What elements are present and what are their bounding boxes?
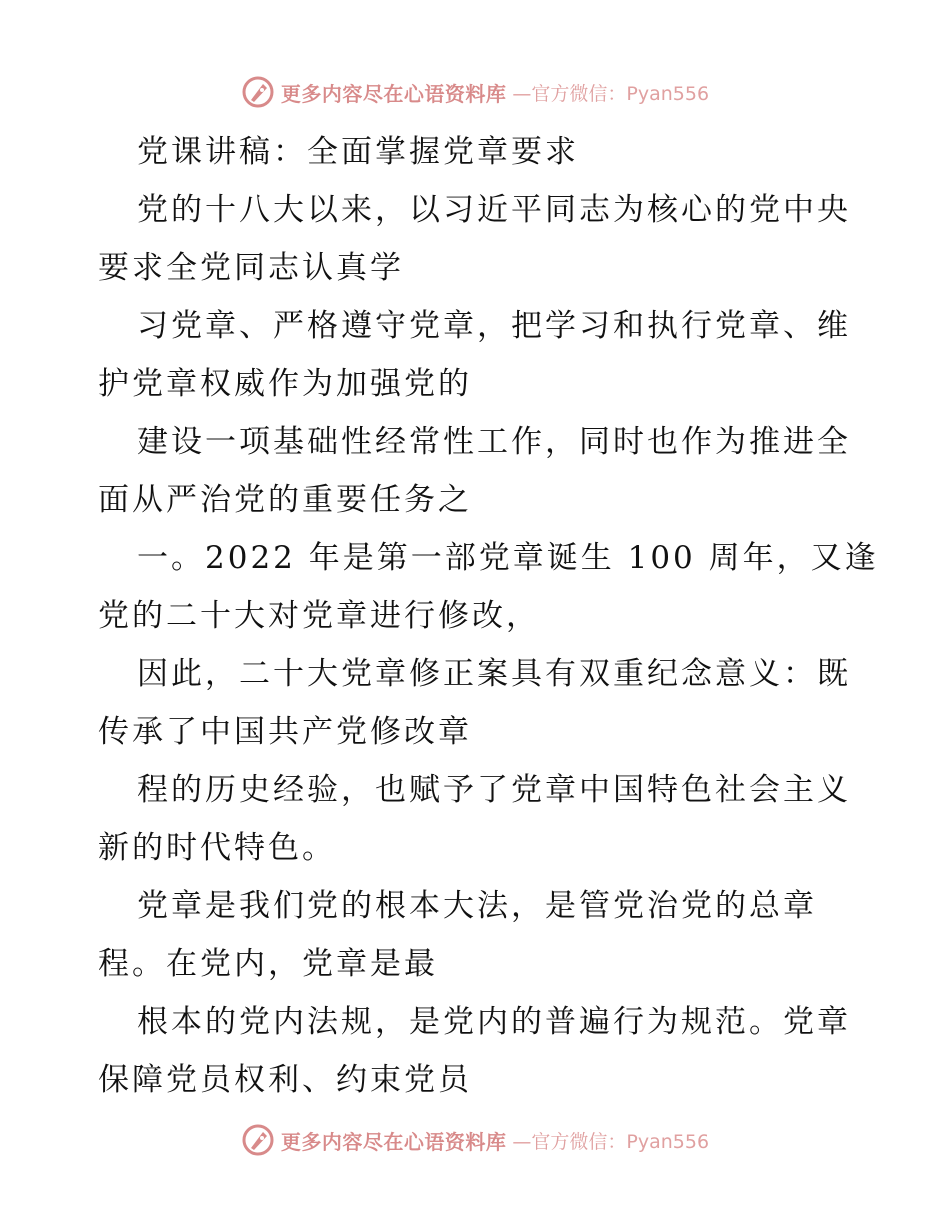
text-line: 程的历史经验，也赋予了党章中国特色社会主义 [137,772,851,808]
text-line: 习党章、严格遵守党章，把学习和执行党章、维 [137,308,851,344]
text-line: 根本的党内法规，是党内的普遍行为规范。党章 [137,1004,851,1040]
text-line: 护党章权威作为加强党的 [98,366,472,402]
text-line: 程。在党内，党章是最 [98,946,438,982]
text-line: 新的时代特色。 [98,830,336,866]
watermark-brand: 更多内容尽在心语资料库 [280,1129,507,1154]
text-line: 一。2022 年是第一部党章诞生 100 周年，又逢 [137,540,879,576]
watermark-header [0,72,950,112]
pen-nib-circle-icon [241,1123,275,1157]
text-line: 要求全党同志认真学 [98,250,404,286]
text-line: 传承了中国共产党修改章 [98,714,472,750]
watermark-contact: —官方微信：Pyan556 [512,1130,710,1153]
pen-nib-circle-icon [241,75,275,109]
watermark-footer [0,1120,950,1160]
text-line: 党的十八大以来，以习近平同志为核心的党中央 [137,192,851,228]
document-title: 党课讲稿：全面掌握党章要求 [137,134,579,170]
watermark-contact: —官方微信：Pyan556 [512,82,710,105]
text-line: 党的二十大对党章进行修改， [98,598,540,634]
text-line: 党章是我们党的根本大法，是管党治党的总章 [137,888,817,924]
text-line: 保障党员权利、约束党员 [98,1062,472,1098]
text-line: 建设一项基础性经常性工作，同时也作为推进全 [137,424,851,460]
text-line: 面从严治党的重要任务之 [98,482,472,518]
watermark-brand: 更多内容尽在心语资料库 [280,81,507,106]
text-line: 因此，二十大党章修正案具有双重纪念意义：既 [137,656,851,692]
